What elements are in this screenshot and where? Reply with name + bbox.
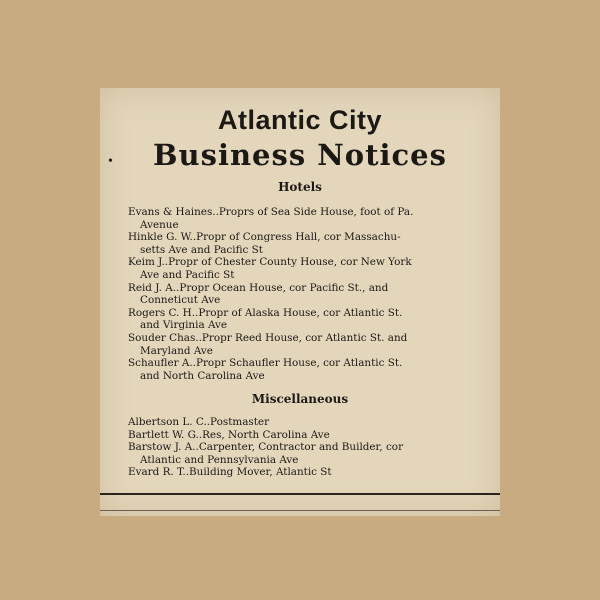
list-item: Evans & Haines..Proprs of Sea Side House, foot of Pa. Avenue (128, 206, 414, 231)
section-heading-miscellaneous: Miscellaneous (251, 392, 349, 406)
section-heading-hotels: Hotels (278, 180, 322, 194)
page-title: Atlantic City (217, 105, 383, 135)
list-item: Hinkle G. W..Propr of Congress Hall, cor Massachu- setts Ave and Pacific St (128, 231, 401, 256)
list-item: Albertson L. C..Postmaster (128, 416, 270, 428)
ink-speck: • (108, 154, 113, 169)
newspaper-clipping (100, 88, 500, 516)
miscellaneous-list (128, 416, 478, 479)
hotels-list (128, 206, 478, 382)
list-item: Evard R. T..Building Mover, Atlantic St (128, 466, 332, 479)
list-item: Schaufler A..Propr Schaufler House, cor Atlantic St. and North Carolina Ave (128, 357, 403, 382)
list-item: Rogers C. H..Propr of Alaska House, cor Atlantic St. and Virginia Ave (128, 306, 403, 332)
page-subtitle: Business Notices (153, 138, 447, 172)
bottom-rule-thick (100, 493, 500, 495)
list-item: Keim J..Propr of Chester County House, cor New York Ave and Pacific St (128, 256, 412, 281)
list-item: Souder Chas..Propr Reed House, cor Atlantic St. and Maryland Ave (128, 331, 408, 357)
list-item: Reid J. A..Propr Ocean House, cor Pacific St., and Conneticut Ave (128, 281, 389, 307)
list-item: Barstow J. A..Carpenter, Contractor and Builder, cor Atlantic and Pennsylvania Ave (128, 441, 404, 466)
list-item: Bartlett W. G..Res, North Carolina Ave (128, 428, 330, 441)
bottom-rule-thin (100, 510, 500, 511)
